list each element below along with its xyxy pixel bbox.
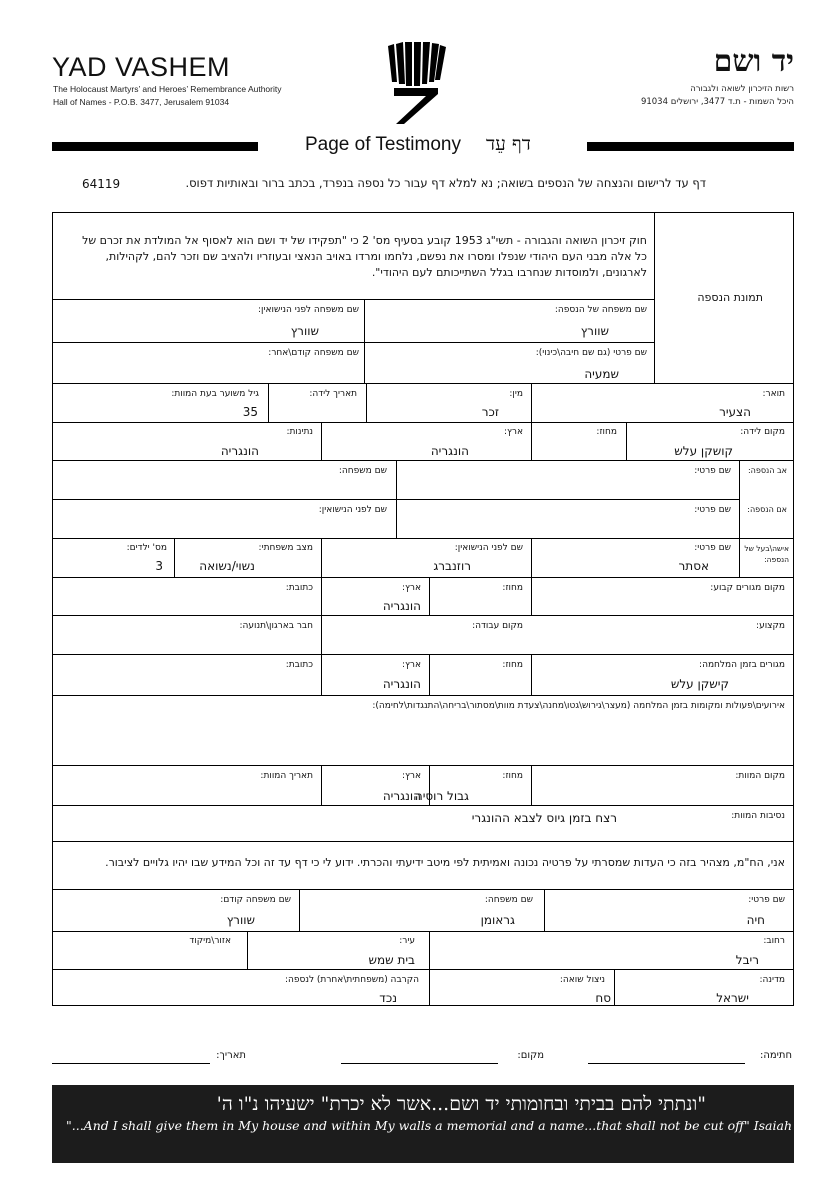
- spouse-maiden-name-field[interactable]: רוזנברג: [433, 559, 471, 573]
- residence-region-label: מחוז:: [502, 583, 523, 593]
- mother-label: אם הנספה:: [747, 505, 787, 514]
- org-address-he: היכל השמות - ת.ד 3477, ירושלים 91034: [640, 97, 794, 107]
- banner-quote-en: "...And I shall give them in My house and within My walls a memorial and a name...that shall not be cut off" Isaiah 56:5: [66, 1118, 825, 1133]
- org-name-he: יד ושם: [713, 44, 794, 79]
- nationality-field[interactable]: הונגריה: [220, 444, 259, 458]
- wartime-country-field[interactable]: הונגריה: [382, 677, 421, 691]
- children-count-label: מס' ילדים:: [126, 543, 167, 553]
- first-name-label: שם פרטי (גם שם חיבה\כינוי):: [535, 348, 647, 358]
- maiden-name-field[interactable]: שוורץ: [290, 324, 319, 338]
- submitter-family-name-field[interactable]: גראומן: [480, 913, 515, 927]
- relation-field[interactable]: נכד: [379, 991, 397, 1005]
- spouse-first-name-label: שם פרטי:: [694, 543, 731, 553]
- birth-country-label: ארץ:: [504, 427, 523, 437]
- age-at-death-field[interactable]: 35: [242, 405, 258, 419]
- law-quote: חוק זיכרון השואה והגבורה - תשי"ג 1953 קובע בסעיף מס' 2 כי "תפקידו של יד ושם הוא לאסוף אל המולדת את זכרם של כל אלה מבני העם היהודי שנפלו ומסרו את נפשם, נלחמו ומרדו באויב הנאצי ובעוזריו ולהציב שם וזכר להם, לקהילות, לארגונים, ולמוסדות שנחרבו בגלל השתייכותם לעם היהודי".: [82, 234, 647, 279]
- photo-area-label: תמונת הנספה: [697, 291, 763, 304]
- first-name-field[interactable]: שמעיה: [584, 367, 619, 381]
- city-label: עיר:: [399, 936, 415, 946]
- page-title-en: Page of Testimony: [305, 134, 461, 155]
- residence-label: מקום מגורים קבוע:: [710, 583, 785, 593]
- place-label: מקום:: [517, 1050, 544, 1061]
- wartime-residence-field[interactable]: קישקן עלש: [670, 677, 729, 691]
- city-field[interactable]: בית שמש: [368, 953, 415, 967]
- victim-family-name-label: שם משפחה של הנספה:: [554, 305, 647, 315]
- wartime-country-label: ארץ:: [402, 660, 421, 670]
- form-number: 64119: [82, 177, 121, 191]
- age-at-death-label: גיל משוער בעת המוות:: [171, 389, 259, 399]
- street-field[interactable]: ריבל: [735, 953, 759, 967]
- workplace-label: מקום עבודה:: [472, 621, 523, 631]
- death-region-field[interactable]: גבול רוסיה: [414, 789, 469, 803]
- page-title-he: דף עֵד: [486, 133, 531, 155]
- wartime-region-label: מחוז:: [502, 660, 523, 670]
- date-label: תאריך:: [216, 1050, 246, 1061]
- banner-quote-he: "ונתתי להם בביתי ובחומותי יד ושם...אשר לא יכרת" ישעיהו נ"ו ה': [216, 1093, 706, 1115]
- submitter-prev-family-field[interactable]: שוורץ: [226, 913, 255, 927]
- father-first-name-label: שם פרטי:: [694, 466, 731, 476]
- date-line[interactable]: [52, 1063, 210, 1064]
- residence-address-label: כתובת:: [285, 583, 313, 593]
- birth-date-label: תאריך לידה:: [309, 389, 357, 399]
- signature-label: חתימה:: [759, 1050, 792, 1061]
- death-place-label: מקום המוות:: [735, 771, 785, 781]
- mother-first-name-label: שם פרטי:: [694, 505, 731, 515]
- children-count-field[interactable]: 3: [155, 559, 163, 573]
- death-country-label: ארץ:: [402, 771, 421, 781]
- country-field[interactable]: ישראל: [716, 991, 749, 1005]
- birth-place-field[interactable]: קושקן עלש: [674, 444, 733, 458]
- org-subtitle-en: The Holocaust Martyrs’ and Heroes’ Remembrance Authority: [53, 84, 282, 94]
- spouse-maiden-name-label: שם לפני הנישואין:: [454, 543, 523, 553]
- death-region-label: מחוז:: [502, 771, 523, 781]
- relation-label: הקרבה (משפחתית\אחרת) לנספה:: [284, 975, 419, 985]
- prev-family-name-label: שם משפחה קודם\אחר:: [268, 348, 359, 358]
- quote-banner: [52, 1085, 825, 1163]
- birth-region-label: מחוז:: [596, 427, 617, 437]
- yad-vashem-logo-icon: [386, 42, 446, 126]
- intro-text: דף עד לרישום והנצחה של הנספים בשואה; נא למלא דף עבור כל נספה בנפרד, בכתב ברור ובאותיות דפוס.: [185, 176, 706, 190]
- wartime-address-label: כתובת:: [285, 660, 313, 670]
- place-line[interactable]: [341, 1063, 498, 1064]
- title-rule-right: [587, 142, 794, 151]
- profession-label: מקצוע:: [756, 621, 785, 631]
- org-subtitle-he: רשות הזיכרון לשואה ולגבורה: [690, 84, 794, 94]
- survivor-field[interactable]: סח: [595, 991, 611, 1005]
- spouse-first-name-field[interactable]: אסתר: [678, 559, 709, 573]
- submitter-family-name-label: שם משפחה:: [484, 895, 533, 905]
- title-label: תואר:: [762, 389, 785, 399]
- marital-status-label: מצב משפחתי:: [258, 543, 313, 553]
- father-label: אב הנספה:: [747, 466, 787, 475]
- title-field[interactable]: הצעיר: [719, 405, 751, 419]
- submitter-prev-family-label: שם משפחה קודם:: [220, 895, 291, 905]
- mother-maiden-name-label: שם לפני הנישואין:: [318, 505, 387, 515]
- gender-field[interactable]: זכר: [481, 405, 499, 419]
- father-family-name-label: שם משפחה:: [338, 466, 387, 476]
- submitter-first-name-label: שם פרטי:: [748, 895, 785, 905]
- birth-place-label: מקום לידה:: [740, 427, 785, 437]
- country-label: מדינה:: [759, 975, 785, 985]
- maiden-name-label: שם משפחה לפני הנישואין:: [258, 305, 359, 315]
- residence-country-label: ארץ:: [402, 583, 421, 593]
- title-rule-left: [52, 142, 258, 151]
- death-circumstances-field[interactable]: רצח בזמן גיוס לצבא ההונגרי: [471, 811, 617, 825]
- death-country-field[interactable]: הונגריה: [382, 789, 421, 803]
- street-label: רחוב:: [763, 936, 785, 946]
- death-date-label: תאריך המוות:: [260, 771, 313, 781]
- submitter-first-name-field[interactable]: חיה: [746, 913, 765, 927]
- victim-family-name-field[interactable]: שוורץ: [580, 324, 609, 338]
- wartime-events-label: אירועים\פעולות ומקומות בזמן המלחמה (מעצר\גירוש\גטו\מחנה\צעדת מוות\מסתור\בריחה\התנגדות\לחימה):: [372, 701, 785, 711]
- nationality-label: נתינות:: [286, 427, 313, 437]
- wartime-residence-label: מגורים בזמן המלחמה:: [699, 660, 785, 670]
- survivor-label: ניצול שואה:: [559, 975, 605, 985]
- declaration-text: אני, הח"מ, מצהיר בזה כי העדות שמסרתי על פרטיה נכונה ואמיתית לפי מיטב ידיעתי והכרתי. ידוע לי כי דף עד זה וכל המידע שבו יהיו גלויים לציבור.: [105, 856, 785, 869]
- signature-line[interactable]: [588, 1063, 745, 1064]
- birth-country-field[interactable]: הונגריה: [430, 444, 469, 458]
- spouse-label: אישה\בעל של הנספה:: [744, 544, 789, 564]
- testimony-form: [52, 212, 794, 1006]
- residence-country-field[interactable]: הונגריה: [382, 599, 421, 613]
- org-address-en: Hall of Names - P.O.B. 3477, Jerusalem 91034: [53, 97, 230, 107]
- org-name-en: YAD VASHEM: [52, 52, 231, 82]
- gender-label: מין:: [509, 389, 523, 399]
- death-circumstances-label: נסיבות המוות:: [731, 811, 785, 821]
- organization-label: חבר בארגון\תנועה:: [239, 621, 313, 631]
- marital-status-field[interactable]: נשוי/נשואה: [199, 559, 255, 573]
- zip-label: אזור\מיקוד: [189, 936, 231, 946]
